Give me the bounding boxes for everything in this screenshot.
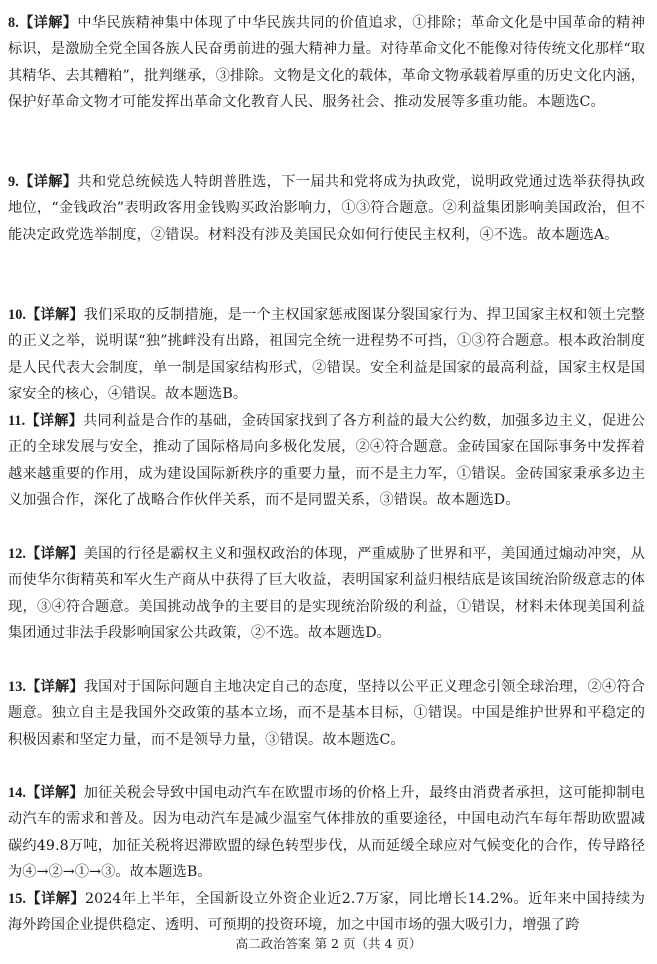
item-text: 2024年上半年，全国新设立外资企业近2.7万家，同比增长14.2%。近年来中国持续为海外跨国企业提供稳定、透明、可预期的投资环境，加之中国市场的强大吸引力，增强了跨: [8, 891, 645, 934]
item-number: 12.: [8, 546, 27, 562]
item-text: 我们采取的反制措施，是一个主权国家惩戒图谋分裂国家行为、捍卫国家主权和领土完整的正义之举，说明谋“独”挑衅没有出路，祖国完全统一进程势不可挡，①③符合题意。根本政治制度是人民代表大会制度，单一制是国家结构形式，②错误。安全利益是国家的最高利益，国家主权是国家安全的核心，④错误。故本题选B。: [8, 307, 645, 403]
answer-item-14: [8, 780, 645, 886]
item-text: 美国的行径是霸权主义和强权政治的体现，严重威胁了世界和平，美国通过煽动冲突，从而使华尔街精英和军火生产商从中获得了巨大收益，表明国家利益归根结底是该国统治阶级意志的体现，③④符合题意。美国挑动战争的主要目的是实现统治阶级的利益，①错误，材料未体现美国利益集团通过非法手段影响国家公共政策，②不选。故本题选D。: [8, 546, 645, 642]
item-number: 8.: [8, 15, 19, 31]
item-text: 中华民族精神集中体现了中华民族共同的价值追求，①排除；革命文化是中国革命的精神标识，是激励全党全国各族人民奋勇前进的强大精神力量。对待革命文化不能像对待传统文化那样“取其精华、去其糟粕”，批判继承，③排除。文物是文化的载体，革命文物承载着厚重的历史文化内涵，保护好革命文物才可能发挥出革命文化教育人民、服务社会、推动发展等多重功能。本题选C。: [8, 15, 646, 111]
answer-item-8: [8, 10, 645, 116]
answer-item-12: [8, 541, 645, 647]
item-text: 共同利益是合作的基础，金砖国家找到了各方利益的最大公约数，加强多边主义，促进公正的全球发展与安全，推动了国际格局向多极化发展，②④符合题意。金砖国家在国际事务中发挥着越来越重要的作用，成为建设国际新秩序的重要力量，而不是主力军，①错误。金砖国家秉承多边主义加强合作，深化了战略合作伙伴关系，而不是同盟关系，③错误。故本题选D。: [8, 413, 645, 509]
answer-item-10: [8, 302, 645, 408]
item-number: 14.: [8, 785, 27, 801]
item-text: 加征关税会导致中国电动汽车在欧盟市场的价格上升，最终由消费者承担，这可能抑制电动汽车的需求和普及。因为电动汽车是减少温室气体排放的重要途径，中国电动汽车每年帮助欧盟减碳约49.8万吨，加征关税将迟滞欧盟的绿色转型步伐，从而延缓全球应对气候变化的合作，传导路径为④→②→①→③。故本题选B。: [8, 785, 645, 881]
item-number: 9.: [8, 174, 19, 190]
item-tag: 【详解】: [18, 15, 78, 31]
item-tag: 【详解】: [25, 413, 84, 429]
answer-item-15: [8, 886, 645, 939]
item-number: 10.: [8, 307, 27, 323]
item-tag: 【详解】: [26, 546, 84, 562]
item-tag: 【详解】: [26, 785, 84, 801]
item-text: 共和党总统候选人特朗普胜选，下一届共和党将成为执政党，说明政党通过选举获得执政地位，“金钱政治”表明政客用金钱购买政治影响力，①③符合题意。②利益集团影响美国政治，但不能决定政党选举制度，②错误。材料没有涉及美国民众如何行使民主权利，④不选。故本题选A。: [8, 174, 646, 243]
item-number: 15.: [8, 891, 27, 907]
item-number: 13.: [8, 679, 27, 695]
item-tag: 【详解】: [26, 679, 84, 695]
item-tag: 【详解】: [26, 891, 86, 907]
item-tag: 【详解】: [26, 307, 84, 323]
answer-item-9: [8, 169, 645, 248]
answer-item-11: [8, 408, 645, 514]
answer-item-13: [8, 674, 645, 753]
item-text: 我国对于国际问题自主地决定自己的态度，坚持以公平正义理念引领全球治理，②④符合题意。独立自主是我国外交政策的基本立场，而不是基本目标，①错误。中国是维护世界和平稳定的积极因素和坚定力量，而不是领导力量，③错误。故本题选C。: [8, 679, 645, 748]
item-number: 11.: [8, 413, 26, 429]
page-footer: 高二政治答案 第 2 页（共 4 页）: [235, 936, 422, 951]
item-tag: 【详解】: [18, 174, 78, 190]
